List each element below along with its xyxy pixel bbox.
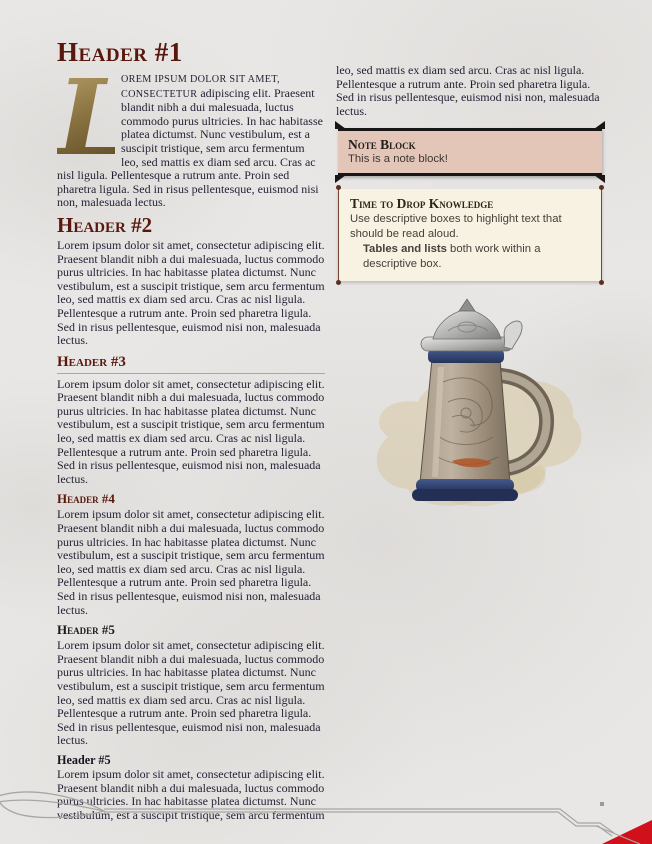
lead-body: adipiscing elit. Praesent blandit nibh a dui malesuada, luctus commodo purus ultricies. In hac habitasse platea dictumst. Nunc vestibulum, est a suscipit tristique, sem arcu fermentum leo, sed mattis ex diam sed arcu. Cras ac nisl ligula. Pellentesque a rutrum ante. Proin sed pharetra ligula. Sed in risus pellentesque, euismod nisi non, malesuada lectus. xyxy=(57,85,323,210)
descriptive-box-title: Time to Drop Knowledge xyxy=(350,196,494,212)
lead-paragraph xyxy=(57,56,325,210)
header-5: Header #5 xyxy=(57,622,115,638)
body-paragraph: Lorem ipsum dolor sit amet, consectetur adipiscing elit. Praesent blandit nibh a dui malesuada, luctus commodo purus ultricies. In hac habitasse platea dictumst. Nunc vestibulum, est a suscipit tristique, sem arcu fermentum leo, sed mattis ex diam sed arcu. Cras ac nisl ligula. Pellentesque a rutrum ante. Proin sed pharetra ligula. Sed in risus pellentesque, euismod nisi non, malesuada lectus. xyxy=(57,376,325,486)
descriptive-box-line2-bold: Tables and lists xyxy=(363,243,447,256)
drop-cap: L xyxy=(57,56,131,179)
header-2: Header #2 xyxy=(57,212,153,237)
left-column xyxy=(57,38,325,826)
body-paragraph: Lorem ipsum dolor sit amet, consectetur adipiscing elit. Praesent blandit nibh a dui malesuada, luctus commodo purus ultricies. In hac habitasse platea dictumst. Nunc vestibulum, est a suscipit tristique, sem arcu fermentum leo, sed mattis ex diam sed arcu. Cras ac nisl ligula. Pellentesque a rutrum ante. Proin sed pharetra ligula. Sed in risus pellentesque, euismod nisi non, malesuada lectus. xyxy=(57,638,325,748)
header-3: Header #3 xyxy=(57,354,325,374)
header-5-bold: Header #5 xyxy=(57,752,111,767)
descbox-corner-dot-icon xyxy=(336,185,341,190)
red-corner-triangle-icon xyxy=(602,820,652,844)
corner-diagonal-line xyxy=(596,826,640,844)
stein-lid xyxy=(433,309,501,339)
right-column xyxy=(336,38,604,527)
descriptive-box xyxy=(338,189,602,281)
descbox-corner-dot-icon xyxy=(599,185,604,190)
footer-rule-dot xyxy=(600,802,604,806)
descriptive-box-line1: Use descriptive boxes to highlight text that should be read aloud. xyxy=(350,213,562,241)
note-corner-triangle-icon xyxy=(594,121,605,129)
continuation-paragraph: leo, sed mattis ex diam sed arcu. Cras ac nisl ligula. Pellentesque a rutrum ante. Proin sed pharetra ligula. Sed in risus pellentesque, euismod nisi non, malesuada lectus. xyxy=(336,63,600,118)
body-paragraph-truncated: Lorem ipsum dolor sit amet, consectetur adipiscing elit. Praesent blandit nibh a dui malesuada, luctus commodo purus ultricies. In hac habitasse platea dictumst. Nunc vestibulum, est a suscipit tristique, sem arcu fermentum xyxy=(57,766,325,822)
body-paragraph: Lorem ipsum dolor sit amet, consectetur adipiscing elit. Praesent blandit nibh a dui malesuada, luctus commodo purus ultricies. In hac habitasse platea dictumst. Nunc vestibulum, est a suscipit tristique, sem arcu fermentum leo, sed mattis ex diam sed arcu. Cras ac nisl ligula. Pellentesque a rutrum ante. Proin sed pharetra ligula. Sed in risus pellentesque, euismod nisi non, malesuada lectus. xyxy=(57,237,325,348)
stein-foot xyxy=(412,489,518,501)
descbox-corner-dot-icon xyxy=(599,280,604,285)
stein-thumb-lift xyxy=(504,321,522,349)
descriptive-box-line2 xyxy=(350,242,590,272)
note-corner-triangle-icon xyxy=(594,175,605,183)
header-1: Header #1 xyxy=(57,37,183,67)
note-corner-triangle-icon xyxy=(335,175,346,183)
note-block xyxy=(338,128,602,176)
beer-stein-svg xyxy=(348,297,588,527)
note-block-text: This is a note block! xyxy=(348,153,448,166)
descbox-corner-dot-icon xyxy=(336,280,341,285)
stein-finial xyxy=(459,299,475,311)
descriptive-box-line2-rest: both work within a descriptive box. xyxy=(363,243,541,271)
note-corner-triangle-icon xyxy=(335,121,346,129)
lead-smallcaps: OREM IPSUM DOLOR SIT AMET, CONSECTETUR xyxy=(121,74,280,100)
header-4: Header #4 xyxy=(57,491,115,507)
beer-stein-illustration xyxy=(336,297,604,527)
body-paragraph: Lorem ipsum dolor sit amet, consectetur adipiscing elit. Praesent blandit nibh a dui malesuada, luctus commodo purus ultricies. In hac habitasse platea dictumst. Nunc vestibulum, est a suscipit tristique, sem arcu fermentum leo, sed mattis ex diam sed arcu. Cras ac nisl ligula. Pellentesque a rutrum ante. Proin sed pharetra ligula. Sed in risus pellentesque, euismod nisi non, malesuada lectus. xyxy=(57,507,325,617)
note-block-title: Note Block xyxy=(348,137,416,153)
